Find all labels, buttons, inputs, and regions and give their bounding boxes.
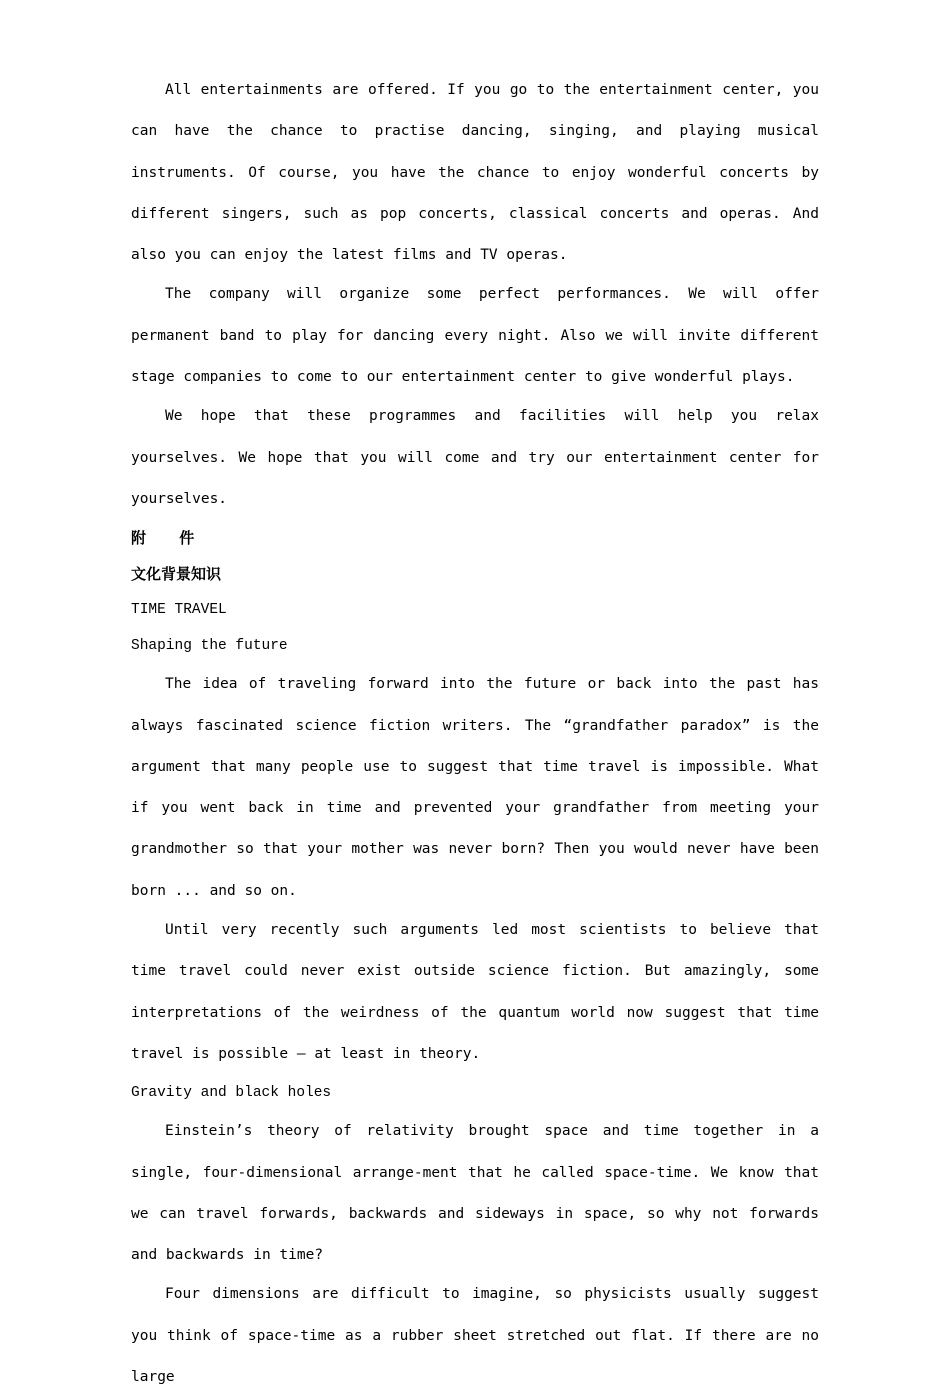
paragraph-rubber-sheet: Four dimensions are difficult to imagine, so physicists usually suggest you think of space-time as a rubber sheet stretched out flat. If there are no large: [131, 1286, 819, 1386]
paragraph-hope: We hope that these programmes and facilities will help you relax yourselves. We hope that you will come and try our entertainment center for yourselves.: [131, 408, 819, 507]
paragraph-time-travel-idea: The idea of traveling forward into the future or back into the past has always fascinated science fiction writers. The “grandfather paradox” is the argument that many people use to suggest that time travel is impossible. What if you went back in time and prevented your grandfather from meeting your grandmother so that your mother was never born? Then you would never have been born ... and so on.: [131, 676, 819, 899]
paragraph-relativity: Einstein’s theory of relativity brought space and time together in a single, four-dimensional arrange-ment that he called space-time. We know that we can travel forwards, backwards and sideways in space, so why not forwards and backwards in time?: [131, 1123, 819, 1264]
article-title: TIME TRAVEL: [131, 602, 227, 619]
section-title-gravity: Gravity and black holes: [131, 1085, 332, 1102]
paragraph-performances: The company will organize some perfect performances. We will offer permanent band to play for dancing every night. Also we will invite different stage companies to come to our entertainment center to give wonderful plays.: [131, 286, 819, 386]
section-title-shaping-future: Shaping the future: [131, 638, 288, 655]
paragraph-quantum: Until very recently such arguments led most scientists to believe that time travel could never exist outside science fiction. But amazingly, some interpretations of the weirdness of the quantum world now suggest that time travel is possible — at least in theory.: [131, 922, 819, 1062]
appendix-heading: 附 件: [131, 529, 209, 548]
culture-background-heading: 文化背景知识: [131, 565, 222, 584]
paragraph-entertainments: All entertainments are offered. If you go to the entertainment center, you can have the chance to practise dancing, singing, and playing musical instruments. Of course, you have the chance to enjoy wonderful concerts by different singers, such as pop concerts, classical concerts and operas. And also you can enjoy the latest films and TV operas.: [131, 82, 819, 264]
document-page: [131, 70, 819, 1398]
